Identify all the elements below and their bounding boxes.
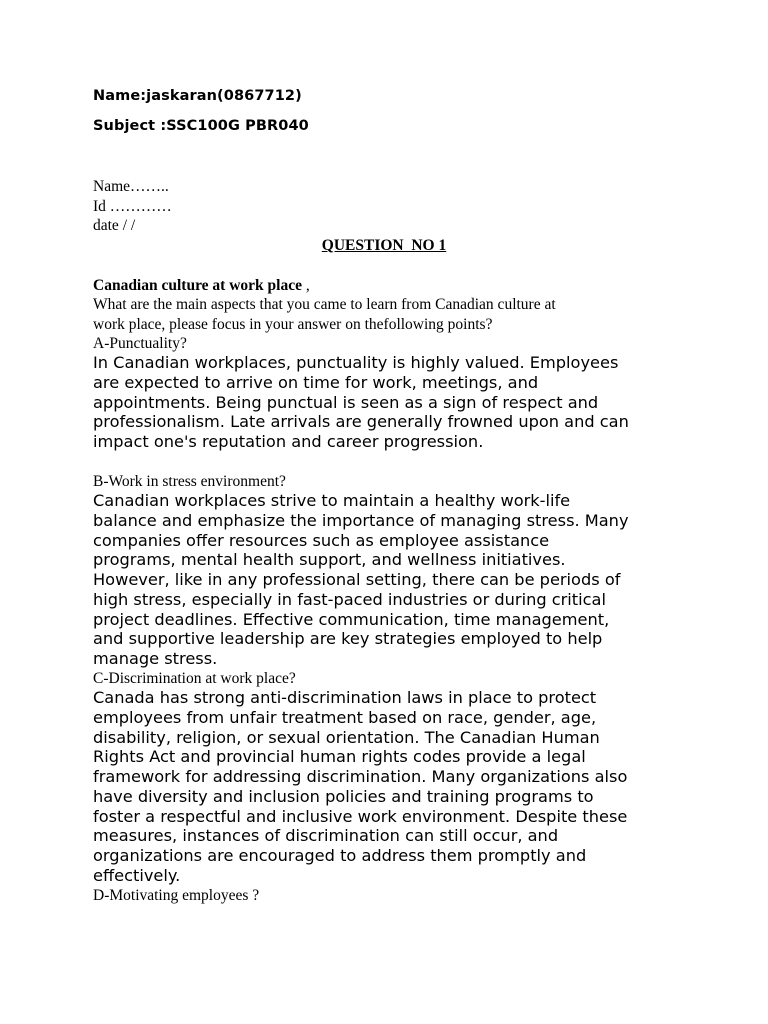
section-c-label: C-Discrimination at work place?: [93, 670, 296, 687]
date-field: date / /: [93, 217, 136, 234]
section-a-answer: In Canadian workplaces, punctuality is highly valued. Employees are expected to arrive on time for work, meetings, and appointments. Being punctual is seen as a sign of respect and professionalism. Late arrivals are generally frowned upon and can impact one's reputation and career progression.: [93, 353, 629, 451]
student-name-line: Name:jaskaran(0867712): [93, 88, 302, 104]
section-c-answer: Canada has strong anti-discrimination laws in place to protect employees from unfair treatment based on race, gender, age, disability, religion, or sexual orientation. The Canadian Human Rights Act and provincial human rights codes provide a legal framework for addressing discrimination. Many organizations also have diversity and inclusion policies and training programs to foster a respectful and inclusive work environment. Despite these measures, instances of discrimination can still occur, and organizations are encouraged to address them promptly and effectively.: [93, 688, 628, 885]
question-prompt-line-1: What are the main aspects that you came to learn from Canadian culture at: [93, 296, 556, 313]
section-b-label: B-Work in stress environment?: [93, 473, 286, 490]
question-heading: QUESTION NO 1: [321, 237, 447, 254]
section-a-label: A-Punctuality?: [93, 335, 187, 352]
question-topic-title: Canadian culture at work place: [93, 277, 302, 294]
question-topic-suffix: ,: [301, 277, 310, 294]
question-topic: [93, 276, 310, 295]
section-d-label: D-Motivating employees ?: [93, 887, 260, 904]
id-field: Id …………: [93, 198, 172, 215]
subject-line: Subject :SSC100G PBR040: [93, 118, 309, 134]
question-prompt-line-2: work place, please focus in your answer on thefollowing points?: [93, 316, 493, 333]
name-field: Name……..: [93, 178, 169, 195]
section-b-answer: Canadian workplaces strive to maintain a healthy work-life balance and emphasize the importance of managing stress. Many companies offer resources such as employee assistance programs, mental health support, and wellness initiatives. However, like in any professional setting, there can be periods of high stress, especially in fast-paced industries or during critical project deadlines. Effective communication, time management, and supportive leadership are key strategies employed to help manage stress.: [93, 491, 629, 668]
